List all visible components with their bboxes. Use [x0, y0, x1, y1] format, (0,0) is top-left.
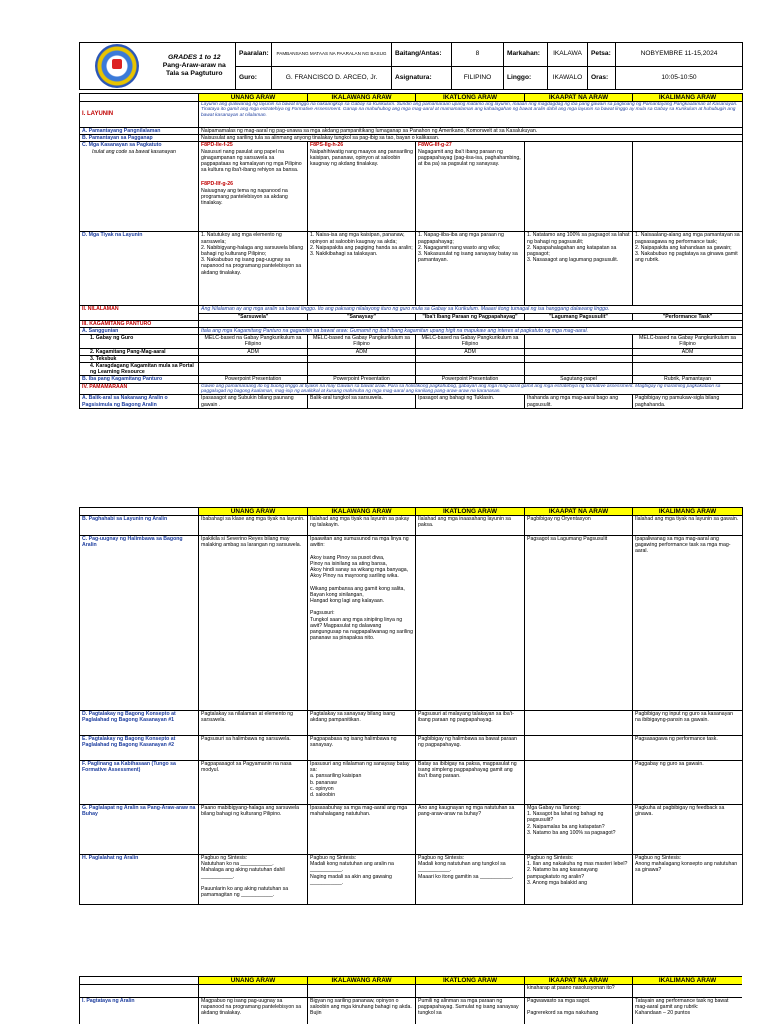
day-header-row-2 — [80, 508, 743, 516]
kabihasaan-day1: Pagpapasagot sa Pagyamanin na nasa modyul. — [199, 761, 308, 805]
main-table-2 — [79, 507, 743, 905]
iba-day3: Powerpoint Presentation — [416, 376, 525, 383]
balik-day1: Ipasasagot ang Subukin bilang paunang gawain . — [199, 395, 308, 409]
iba-day5: Rubrik, Pamantayan — [633, 376, 743, 383]
gabay-label: 1. Gabay ng Guro — [80, 335, 199, 348]
title-cell — [154, 43, 236, 90]
day-header-3-3: IKATLONG ARAW — [416, 977, 525, 985]
iba-day4: Sagutang-papel — [525, 376, 633, 383]
day-header-4: IKAAPAT NA ARAW — [525, 94, 633, 102]
paglalapat-row — [80, 805, 743, 855]
paglalapat-label: G. Paglalapat ng Aralin sa Pang-Araw-araw na Buhay — [80, 805, 199, 855]
pamantayang-row — [80, 128, 743, 135]
baitang-value: 8 — [452, 43, 504, 67]
pagganap-label: B. Pamantayan sa Pagganap — [80, 135, 199, 142]
kasanayan-row — [80, 142, 743, 232]
day-header-2-5: IKALIMANG ARAW — [633, 508, 743, 516]
tiyak-day2: 1. Naisa-isa ang mga kaisipan, pananaw, opinyon at saloobin kaugnay sa akda; 2. Naipapakita ang pagiging handa sa aralin; 3. Nakikibahagi sa talakayan. — [308, 232, 416, 306]
day-header-2-3: IKATLONG ARAW — [416, 508, 525, 516]
layunin-row — [80, 102, 743, 128]
kagamitan-label: III. KAGAMITANG PANTURO — [80, 320, 199, 327]
konsepto2-day3: Pagbibigay ng halimbawa sa bawat paraan ng pagpapahayag. — [416, 736, 525, 761]
kasanayan-label: C. Mga Kasanayan sa Pagkatuto — [82, 142, 162, 149]
day-header-3-1: UNANG ARAW — [199, 977, 308, 985]
paglalahat-day2: Pagbuo ng Sintesis: Madali kong natutuhan ang aralin na ___________. Naging madali sa akin ang gawaing ___________. — [308, 855, 416, 905]
balik-row — [80, 395, 743, 409]
day-header-row — [80, 94, 743, 102]
kasanayan-day1 — [199, 142, 308, 232]
carryover-day4: kinaharap at paano nasolusyonan ito? — [525, 985, 633, 998]
nilalaman-label: II. NILALAMAN — [80, 306, 199, 320]
paglalapat-day2: Ipasasabuhay sa mga mag-aaral ang mga mahahalagang natutuhan. — [308, 805, 416, 855]
day-header-5: IKALIMANG ARAW — [633, 94, 743, 102]
nilalaman-note-row — [80, 306, 743, 313]
pang-day5: ADM — [633, 348, 743, 355]
tiyak-row — [80, 232, 743, 306]
konsepto1-day3: Pagsusuri at malayang talakayan sa iba't-ibang paraan ng pagpapahayag. — [416, 711, 525, 736]
paghahabi-label: B. Paghahabi sa Layunin ng Aralin — [80, 516, 199, 536]
guro-label: Guro: — [236, 66, 272, 90]
asignatura-value: FILIPINO — [452, 66, 504, 90]
nilalaman-day5: "Performance Task" — [633, 313, 743, 320]
day-header-2-1: UNANG ARAW — [199, 508, 308, 516]
pag-uugnay-day2: Ipaawitan ang sumusunod na mga linya ng awitin: Akoy isang Pinoy sa pusot diwa, Pinoy na isinilang sa ating bansa, Akoy hindi sanay sa wikang mga banyaga, Akoy Pinoy na mayroong sariling wika. Wikang pambansa ang gamit kong salita, Bayan kong sinilangan, Hangad kong lagi ang kalayaan. Pagsusuri: Tungkol saan ang mga sinipiing linya ng awit? Magpasulat ng dalawang pangungusap na nagpapaliwanag ng sariling pananaw sa pinapaksa nito. — [308, 536, 416, 711]
kabihasaan-row — [80, 761, 743, 805]
gabay-day5: MELC-based na Gabay Pangkurikulum sa Filipino — [633, 335, 743, 348]
konsepto1-day2: Pagtalakay sa sanaysay bilang isang akdang pampanitikan. — [308, 711, 416, 736]
lesson-plan-page-3 — [79, 976, 742, 1024]
day-header-3-4: IKAAPAT NA ARAW — [525, 977, 633, 985]
konsepto2-day2: Pagpapabasa ng isang halimbawa ng sanaysay. — [308, 736, 416, 761]
day-header-2-2: IKALAWANG ARAW — [308, 508, 416, 516]
kagamitan-row — [80, 320, 743, 327]
paaralan-value: PAMBANSANG MATAAS NA PAARALAN NG BASUG — [272, 43, 392, 67]
sanggunian-label: A. Sanggunian — [80, 328, 199, 335]
paghahabi-day5: Ilalahad ang mga tiyak na layunin sa gawain. — [633, 516, 743, 536]
konsepto2-row — [80, 736, 743, 761]
pagtataya-day3: Pumili ng alinman sa mga paraan ng pagpapahayag. Sumulat ng isang sanaysay tungkol sa — [416, 998, 525, 1024]
balik-day3: Ipasagot ang bahagi ng Tuklasin. — [416, 395, 525, 409]
kasanayan-day2-code: F8PS-IIg-h-26 — [310, 142, 344, 149]
tiyak-label: D. Mga Tiyak na Layunin — [80, 232, 199, 306]
tiyak-day4: 1. Natatamo ang 100% sa pagsagot sa lahat ng bahagi ng pagsusulit; 2. Napapahalagahan ang katapatan sa pagsagot; 3. Nasasagot ang lagumang pagsusulit. — [525, 232, 633, 306]
gabay-row — [80, 335, 743, 348]
pagtataya-day4: Pagwawasto sa mga sagot. Pagrerekord sa mga nakuhang — [525, 998, 633, 1024]
teksbuk-row — [80, 355, 743, 362]
paglalapat-day5: Pagkuha at pagbibigay ng feedback sa ginawa. — [633, 805, 743, 855]
pagganap-value: Naisusulat ang sariling tula sa alinmang anyong tinalakay tungkol sa pag-ibig sa tao, bayan o kalikasan. — [199, 135, 743, 142]
nilalaman-day3: "Iba't Ibang Paraan ng Pagpapahayag" — [416, 313, 525, 320]
iba-label: B. Iba pang Kagamitang Panturo — [80, 376, 199, 383]
day-header-1: UNANG ARAW — [199, 94, 308, 102]
pagtataya-day1: Magpabuo ng isang pag-uugnay sa napanood na programang pantelebisyon sa akdang tinalakay. — [199, 998, 308, 1024]
header-table — [79, 42, 743, 90]
kasanayan-day1-code1: F8PD-IIe-f-25 — [201, 142, 233, 149]
konsepto2-day1: Pagsusuri sa halimbawa ng sarsuwela. — [199, 736, 308, 761]
gabay-day2: MELC-based na Gabay Pangkurikulum sa Filipino — [308, 335, 416, 348]
school-logo-cell — [80, 43, 154, 90]
pamantayang-value: Naipamamalas ng mag-aaral ng pag-unawa sa mga akdang pampanitikang lumaganap sa Panahon ng Amerikano, Komonwelt at sa Kasalukuyan. — [199, 128, 743, 135]
kasanayan-day3 — [416, 142, 525, 232]
kasanayan-day5 — [633, 142, 743, 232]
pagtataya-row — [80, 998, 743, 1024]
layunin-note: Layunin ang ipaliwanag ng layunin sa bawat linggo na nakaangkop sa Gabay sa Kurikulum. Sundin ang pamamaraan upang matamo ang layunin, maaari ring magdagdag ng iba pang gawain sa paglinang ng Pamantayang Pangkaalaman at Kasanayan. Tinataya ito gamit ang mga estratehiya ng Formative Assessment. Ganap na mahuhubog ang mga mag-aaral at mamamalaman ang kahalagahan ng bawat aralin dahil ang mga layunin sa bawat linggo ay mula sa Gabay sa Kurikulum at huhubugin ang bawat kasanayan at nilalaman. — [199, 102, 743, 128]
balik-day2: Balik-aral tungkol sa sarsuwela. — [308, 395, 416, 409]
sanggunian-note: Itala ang mga Kagamitang Panturo na gagamitin sa bawat araw. Gumamit ng iba't ibang kagamitan upang higit na mapukaw ang interes at pagkatuto ng mga mag-aaral. — [199, 328, 743, 335]
pamamaraan-note: Gawin ang pamamaraang ito ng buong linggo at tiyakin na may Gawain sa bawat araw. Para sa holistikong pagkahubog, gabayan ang mga mag-aaral gamit ang mga estratehiya ng formative assessment. Magbigay ng maraming pagkakataon sa paggalugad ng bagong kaalaman, mag-isip ng analitikal at kusang mahinuha ng mga mag-aaral ang kanilang pang-araw-araw na karanasan. — [199, 383, 743, 395]
markahan-label: Markahan: — [504, 43, 548, 67]
konsepto1-day5: Pagbibigay ng input ng guro sa kasanayan na ibibigayng-pansin sa gawain. — [633, 711, 743, 736]
pang-day2: ADM — [308, 348, 416, 355]
balik-day5: Pagbibigay ng pamukaw-sigla bilang paghahanda. — [633, 395, 743, 409]
linggo-value: IKAWALO — [548, 66, 588, 90]
pang-row — [80, 348, 743, 355]
balik-label: A. Balik-aral sa Nakaraang Aralin o Pagsisimula ng Bagong Aralin — [80, 395, 199, 409]
kasanayan-day2-text: Naipahihiwatig nang maayos ang pansariling kaisipan, pananaw, opinyon at saloobin kaugnay ng akdang tinalakay. — [310, 148, 413, 168]
tiyak-day5: 1. Naisaalang-alang ang mga pamantayan sa pagsasagawa ng performance task; 2. Naipapakita ang kahandaan sa gawain; 3. Nakabubuo ng pagtataya sa ginawa gamit ang rubrik. — [633, 232, 743, 306]
paglalapat-day3: Ano ang kaugnayan ng mga natutuhan sa pang-araw-araw na buhay? — [416, 805, 525, 855]
kasanayan-sub: Isulat ang code sa bawat kasanayan — [92, 148, 176, 155]
nilalaman-day4: "Lagumang Pagsusulit" — [525, 313, 633, 320]
school-seal-icon — [95, 44, 139, 88]
pagtataya-label: I. Pagtataya ng Aralin — [80, 998, 199, 1024]
day-header-3: IKATLONG ARAW — [416, 94, 525, 102]
gabay-day1: MELC-based na Gabay Pangkurikulum sa Filipino — [199, 335, 308, 348]
balik-day4: Ihahanda ang mga mag-aaral bago ang pagsusulit. — [525, 395, 633, 409]
lesson-plan-page-1 — [79, 42, 742, 409]
konsepto2-day5: Pagsasagawa ng performance task. — [633, 736, 743, 761]
pamamaraan-row — [80, 383, 743, 395]
paghahabi-day2: Ilalahad ang mga tiyak na layunin sa pakay ng talakayin. — [308, 516, 416, 536]
kasanayan-day1-text2: Naiuugnay ang tema ng napanood na programang pantelebisyon sa akdang tinalakay. — [201, 187, 288, 207]
pag-uugnay-row — [80, 536, 743, 711]
pag-uugnay-day1: Ipakikila si Severino Reyes bilang may malaking ambag sa larangan ng sarsuwela. — [199, 536, 308, 711]
day-header-3-5: IKALIMANG ARAW — [633, 977, 743, 985]
lesson-plan-page-2 — [79, 507, 742, 905]
paglalahat-day5: Pagbuo ng Sintesis: Anong mahalagang konsepto ang natutuhan sa ginawa? — [633, 855, 743, 905]
nilalaman-note: Ang Nilalaman ay ang mga aralin sa bawat linggo. Ito ang paksang nilalayong ituro ng guro mula sa Gabay sa Kurikulum. Maaari itong tumagal ng isa hanggang dalawang linggo. — [199, 306, 743, 313]
doc-title: Pang-Araw-araw na Tala sa Pagtuturo — [162, 62, 226, 77]
paglalahat-day1: Pagbuo ng Sintesis: Natutuhan ko na ___________. Mahalaga ang aking natutuhan dahil ___________. Pauunlarin ko ang aking natutuhan sa pamamagitan ng ___________. — [199, 855, 308, 905]
kasanayan-day1-text1: Nasusuri nang pasulat ang papel na ginagampanan ng sarsuwela sa pagpapataas ng kamalayan ng mga Pilipino sa kultura ng iba't-ibang rehiyon sa bansa. — [201, 148, 302, 174]
paghahabi-day4: Pagbibigay ng Oryentasyon — [525, 516, 633, 536]
karag-label: 4. Karagdagang Kagamitan mula sa Portal ng Learning Resource — [80, 363, 199, 376]
main-table-1 — [79, 93, 743, 409]
paglalapat-day1: Paano mabibigyang-halaga ang sarsuwela bilang bahagi ng kulturang Pilipino. — [199, 805, 308, 855]
pamamaraan-label: IV. PAMAMARAAN — [80, 383, 199, 395]
kasanayan-day3-text: Nagagamit ang iba't ibang paraan ng pagpapahayag (pag-iisa-isa, paghahambing, at iba pa) sa pagsulat ng sanaysay. — [418, 148, 521, 168]
kasanayan-day2 — [308, 142, 416, 232]
pang-label: 2. Kagamitang Pang-Mag-aaral — [80, 348, 199, 355]
pagtataya-day5: Tatayain ang performance task ng bawat mag-aaral gamit ang rubrik: Kahandaan – 20 puntos — [633, 998, 743, 1024]
tiyak-day1: 1. Natutukoy ang mga elemento ng sarsuwela; 2. Nabibigyang-halaga ang sarsuwela bilang bahagi ng kulturang Pilipino; 3. Nakabubuo ng isang pag-uugnay sa napanood na programang pantelebisyon sa akdang tinalakay. — [199, 232, 308, 306]
pang-day1: ADM — [199, 348, 308, 355]
pag-uugnay-day4: Pagsagot sa Lagumang Pagsusulit — [525, 536, 633, 711]
petsa-label: Petsa: — [588, 43, 616, 67]
nilalaman-day2: "Sanaysay" — [308, 313, 416, 320]
konsepto1-label: D. Pagtalakay ng Bagong Konsepto at Paglalahad ng Bagong Kasanayan #1 — [80, 711, 199, 736]
paghahabi-day3: Ilalahad ang mga inaasahang layunin sa paksa. — [416, 516, 525, 536]
kasanayan-day3-code: F8WG-IIf-g-27 — [418, 142, 452, 149]
kasanayan-day1-code2: F8PD-IIf-g-26 — [201, 181, 233, 188]
konsepto1-row — [80, 711, 743, 736]
day-header-2: IKALAWANG ARAW — [308, 94, 416, 102]
gabay-day3: MELC-based na Gabay Pangkurikulum sa Filipino — [416, 335, 525, 348]
oras-value: 10:05-10:50 — [616, 66, 743, 90]
teksbuk-label: 3. Teksbuk — [80, 355, 199, 362]
paglalahat-row — [80, 855, 743, 905]
karag-row — [80, 363, 743, 376]
kabihasaan-day5: Paggabay ng guro sa gawain. — [633, 761, 743, 805]
paghahabi-row — [80, 516, 743, 536]
pagganap-row — [80, 135, 743, 142]
day-header-2-4: IKAAPAT NA ARAW — [525, 508, 633, 516]
pagtataya-day2: Bigyan ng sariling pananaw, opinyon o saloobin ang mga kinuhang bahagi ng akda. Bujin — [308, 998, 416, 1024]
konsepto2-label: E. Pagtalakay ng Bagong Konsepto at Paglalahad ng Bagong Kasanayan #2 — [80, 736, 199, 761]
paglalahat-label: H. Paglalahat ng Aralin — [80, 855, 199, 905]
kasanayan-day4 — [525, 142, 633, 232]
kabihasaan-label: F. Paglinang sa Kabihasaan (Tungo sa Formative Assessment) — [80, 761, 199, 805]
baitang-label: Baitang/Antas: — [392, 43, 452, 67]
nilalaman-day1: "Sarsuwela" — [199, 313, 308, 320]
kasanayan-label-cell — [80, 142, 199, 232]
day-header-row-3 — [80, 977, 743, 985]
tiyak-day3: 1. Napag-iiba-iba ang mga paraan ng pagpapahayag; 2. Nagagamit nang wasto ang wika; 3. Nakasusulat ng isang sanaysay batay sa pamantayan. — [416, 232, 525, 306]
iba-row — [80, 376, 743, 383]
day-header-3-2: IKALAWANG ARAW — [308, 977, 416, 985]
iba-day2: Powerpoint Presentation — [308, 376, 416, 383]
pang-day3: ADM — [416, 348, 525, 355]
kabihasaan-day2: Ipasusuri ang nilalaman ng sanaysay batay sa: a. pansariling kaisipan b. pananaw c. opinyon d. saloobin — [308, 761, 416, 805]
oras-label: Oras: — [588, 66, 616, 90]
guro-value: G. FRANCISCO D. ARCEO, Jr. — [272, 66, 392, 90]
grades-title: GRADES 1 to 12 — [168, 54, 221, 61]
pamantayang-label: A. Pamantayang Pangnilalaman — [80, 128, 199, 135]
markahan-value: IKALAWA — [548, 43, 588, 67]
pag-uugnay-day5: Ipapaliwanag sa mga mag-aaral ang gagawing performance task sa mga mag-aaral. — [633, 536, 743, 711]
paglalahat-day4: Pagbuo ng Sintesis: 1. Ilan ang nakakuha ng mas masteri lebel? 2. Natamo ba ang kasanayang pampagkatuto ng aralin? 3. Anong mga balakid ang — [525, 855, 633, 905]
main-table-3 — [79, 976, 742, 1024]
kabihasaan-day3: Batay sa ibibigay na paksa, magpasulat ng isang simpleng pagpapahayag gamit ang iba't ibang paraan. — [416, 761, 525, 805]
paglalahat-day3: Pagbuo ng Sintesis: Madali kong natutuhan ang tungkol sa ___________. Maaari ko itong gamitin sa ___________. — [416, 855, 525, 905]
petsa-value: NOBYEMBRE 11-15,2024 — [616, 43, 743, 67]
carryover-row — [80, 985, 743, 998]
linggo-label: Linggo: — [504, 66, 548, 90]
layunin-label: I. LAYUNIN — [80, 102, 199, 128]
iba-day1: Powerpoint Presentation — [199, 376, 308, 383]
paaralan-label: Paaralan: — [236, 43, 272, 67]
pag-uugnay-label: C. Pag-uugnay ng Halimbawa sa Bagong Aralin — [80, 536, 199, 711]
asignatura-label: Asignatura: — [392, 66, 452, 90]
paghahabi-day1: Ibabahagi sa klase ang mga tiyak na layunin. — [199, 516, 308, 536]
sanggunian-row — [80, 328, 743, 335]
konsepto1-day1: Pagtalakay sa nilalaman at elemento ng sarsuwela. — [199, 711, 308, 736]
paglalapat-day4: Mga Gabay na Tanong: 1. Nasagot ba lahat ng bahagi ng pagsusulit? 2. Naipamalas ba ang katapatan? 3. Natamo ba ang 100% sa pagsagot? — [525, 805, 633, 855]
